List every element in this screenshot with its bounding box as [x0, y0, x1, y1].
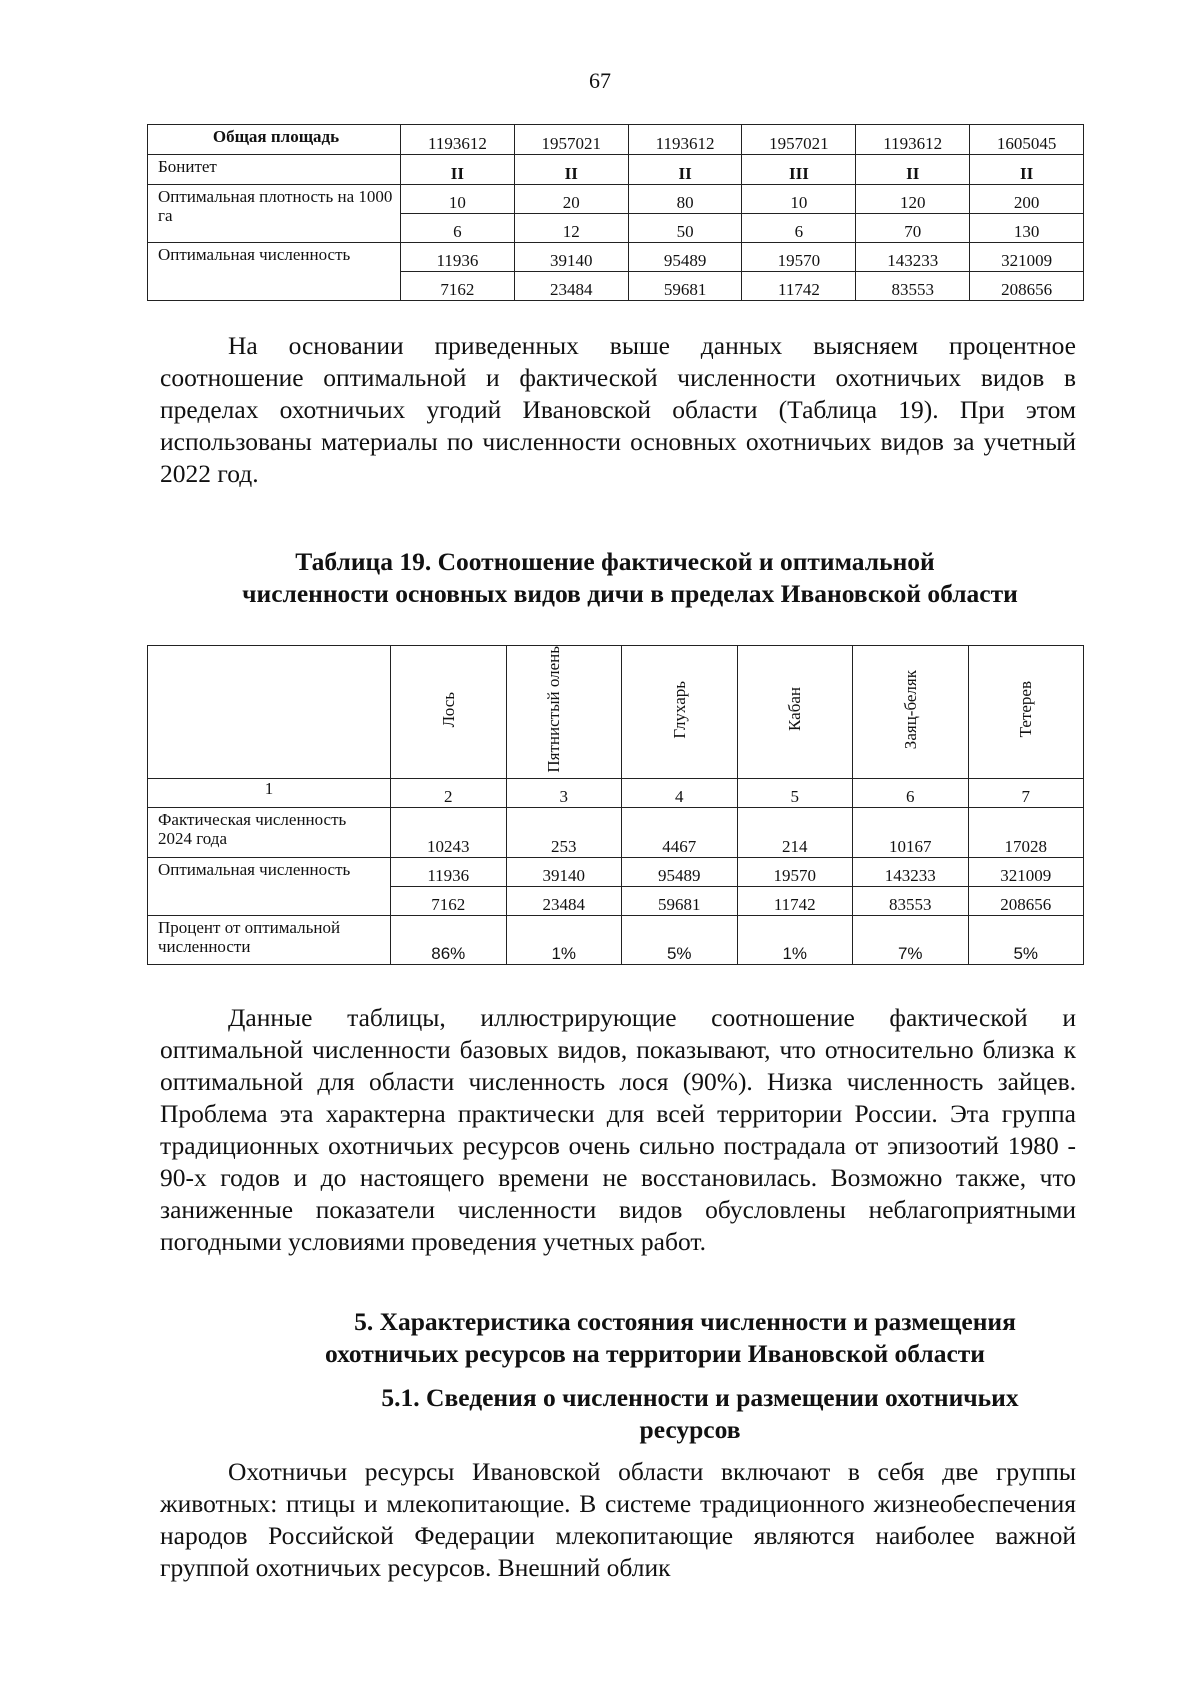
empty-header-cell [148, 646, 391, 779]
table-cell: II [970, 155, 1084, 185]
table-cell: 1193612 [628, 125, 742, 155]
table-cell: 10 [742, 185, 856, 214]
table-header-row [148, 646, 1084, 779]
table-cell: 7162 [401, 272, 515, 301]
table-cell: 1957021 [514, 125, 628, 155]
table-cell: 23484 [514, 272, 628, 301]
column-number: 1 [148, 778, 391, 807]
table-cell: 20 [514, 185, 628, 214]
row-label-optimal-density: Оптимальная плотность на 1000 га [148, 185, 401, 243]
habitat-table [147, 124, 1084, 301]
column-number: 4 [622, 778, 738, 807]
table-row [148, 807, 1084, 857]
table-cell: 95489 [622, 857, 738, 886]
table-cell: 1193612 [856, 125, 970, 155]
paragraph-resources [160, 1456, 1076, 1584]
table-cell: 5% [622, 915, 738, 964]
table-cell: 59681 [622, 886, 738, 915]
paragraph-analysis [160, 1002, 1076, 1258]
table-cell: II [514, 155, 628, 185]
column-number: 6 [853, 778, 969, 807]
table-cell: 120 [856, 185, 970, 214]
table-cell: 10243 [391, 807, 507, 857]
table-cell: 80 [628, 185, 742, 214]
table-cell: 1% [737, 915, 853, 964]
row-label-optimal-number: Оптимальная численность [148, 857, 391, 915]
species-name: Лось [438, 691, 458, 727]
species-header [506, 646, 622, 779]
row-label-actual-number: Фактическая численность 2024 года [148, 807, 391, 857]
table-cell: 1605045 [970, 125, 1084, 155]
species-header [853, 646, 969, 779]
table-cell: 321009 [968, 857, 1084, 886]
table-cell: 4467 [622, 807, 738, 857]
table-cell: 208656 [968, 886, 1084, 915]
species-header [737, 646, 853, 779]
column-number: 5 [737, 778, 853, 807]
paragraph-text: Охотничьи ресурсы Ивановской области включают в себя две группы животных: птицы и млекопитающие. В системе традиционного жизнеобеспечения народов Российской Федерации млекопитающие являются наиболее важной группой охотничьих ресурсов. Внешний облик [160, 1457, 1076, 1582]
row-label-total-area: Общая площадь [148, 125, 401, 155]
table-cell: 7% [853, 915, 969, 964]
table-row [148, 155, 1084, 185]
species-name: Кабан [785, 687, 805, 732]
table-cell: 253 [506, 807, 622, 857]
section-5-1-heading-line-2: ресурсов [639, 1415, 741, 1444]
table-cell: 6 [401, 214, 515, 243]
table-cell: 11936 [401, 243, 515, 272]
table-cell: 50 [628, 214, 742, 243]
table-row [148, 185, 1084, 214]
table-cell: 7162 [391, 886, 507, 915]
table-cell: 1% [506, 915, 622, 964]
table-cell: II [856, 155, 970, 185]
table-cell: 130 [970, 214, 1084, 243]
table-cell: 1957021 [742, 125, 856, 155]
table-cell: 214 [737, 807, 853, 857]
table-cell: 143233 [853, 857, 969, 886]
table-19 [147, 645, 1084, 965]
table-cell: II [401, 155, 515, 185]
row-label-percent: Процент от оптимальной численности [148, 915, 391, 964]
table-cell: 143233 [856, 243, 970, 272]
table-row [148, 915, 1084, 964]
table-cell: 39140 [506, 857, 622, 886]
table-cell: 17028 [968, 807, 1084, 857]
table-row [148, 243, 1084, 272]
table-cell: 11936 [391, 857, 507, 886]
section-5-heading-line-2: охотничьих ресурсов на территории Ивановской области [325, 1339, 985, 1368]
paragraph-text: Данные таблицы, иллюстрирующие соотношение фактической и оптимальной численности базовых видов, показывают, что относительно близка к оптимальной для области численность лося (90%). Низка численность зайцев. Проблема эта характерна практически для всей территории России. Эта группа традиционных охотничьих ресурсов очень сильно пострадала от эпизоотий 1980 - 90-х годов и до настоящего времени не восстановилась. Возможно также, что заниженные показатели численности видов обусловлены неблагоприятными погодными условиями проведения учетных работ. [160, 1003, 1076, 1256]
table-cell: 10167 [853, 807, 969, 857]
table-cell: 19570 [742, 243, 856, 272]
table-cell: 39140 [514, 243, 628, 272]
species-name: Тетерев [1016, 681, 1036, 738]
paragraph-intro [160, 330, 1076, 490]
table-cell: 70 [856, 214, 970, 243]
table-cell: 23484 [506, 886, 622, 915]
table-row [148, 857, 1084, 886]
table-cell: 59681 [628, 272, 742, 301]
column-number: 3 [506, 778, 622, 807]
species-name: Глухарь [669, 680, 689, 739]
species-header [391, 646, 507, 779]
table-cell: 200 [970, 185, 1084, 214]
table-cell: 6 [742, 214, 856, 243]
table-cell: 83553 [853, 886, 969, 915]
section-5-heading-line-1: 5. Характеристика состояния численности и размещения [354, 1307, 1016, 1336]
table-cell: II [628, 155, 742, 185]
column-number-row [148, 778, 1084, 807]
column-number: 2 [391, 778, 507, 807]
table-row [148, 125, 1084, 155]
table-cell: 83553 [856, 272, 970, 301]
species-name: Пятнистый олень [543, 646, 563, 773]
table-cell: 1193612 [401, 125, 515, 155]
table-cell: 321009 [970, 243, 1084, 272]
page-number: 67 [589, 68, 611, 93]
paragraph-text: На основании приведенных выше данных выясняем процентное соотношение оптимальной и фактической численности охотничьих видов в пределах охотничьих угодий Ивановской области (Таблица 19). При этом использованы материалы по численности основных охотничьих видов за учетный 2022 год. [160, 331, 1076, 488]
row-label-optimal-number: Оптимальная численность [148, 243, 401, 301]
table-cell: III [742, 155, 856, 185]
species-header [968, 646, 1084, 779]
section-5-1-heading-line-1: 5.1. Сведения о численности и размещении охотничьих [381, 1383, 1019, 1412]
table-title-line-1: Таблица 19. Соотношение фактической и оптимальной [295, 547, 935, 576]
table-title-line-2: численности основных видов дичи в пределах Ивановской области [242, 579, 1018, 608]
table-cell: 208656 [970, 272, 1084, 301]
table-cell: 5% [968, 915, 1084, 964]
species-name: Заяц-беляк [900, 669, 920, 749]
table-cell: 95489 [628, 243, 742, 272]
species-header [622, 646, 738, 779]
row-label-bonitet: Бонитет [148, 155, 401, 185]
table-cell: 12 [514, 214, 628, 243]
table-cell: 11742 [737, 886, 853, 915]
table-cell: 11742 [742, 272, 856, 301]
column-number: 7 [968, 778, 1084, 807]
table-cell: 10 [401, 185, 515, 214]
table-cell: 19570 [737, 857, 853, 886]
table-cell: 86% [391, 915, 507, 964]
